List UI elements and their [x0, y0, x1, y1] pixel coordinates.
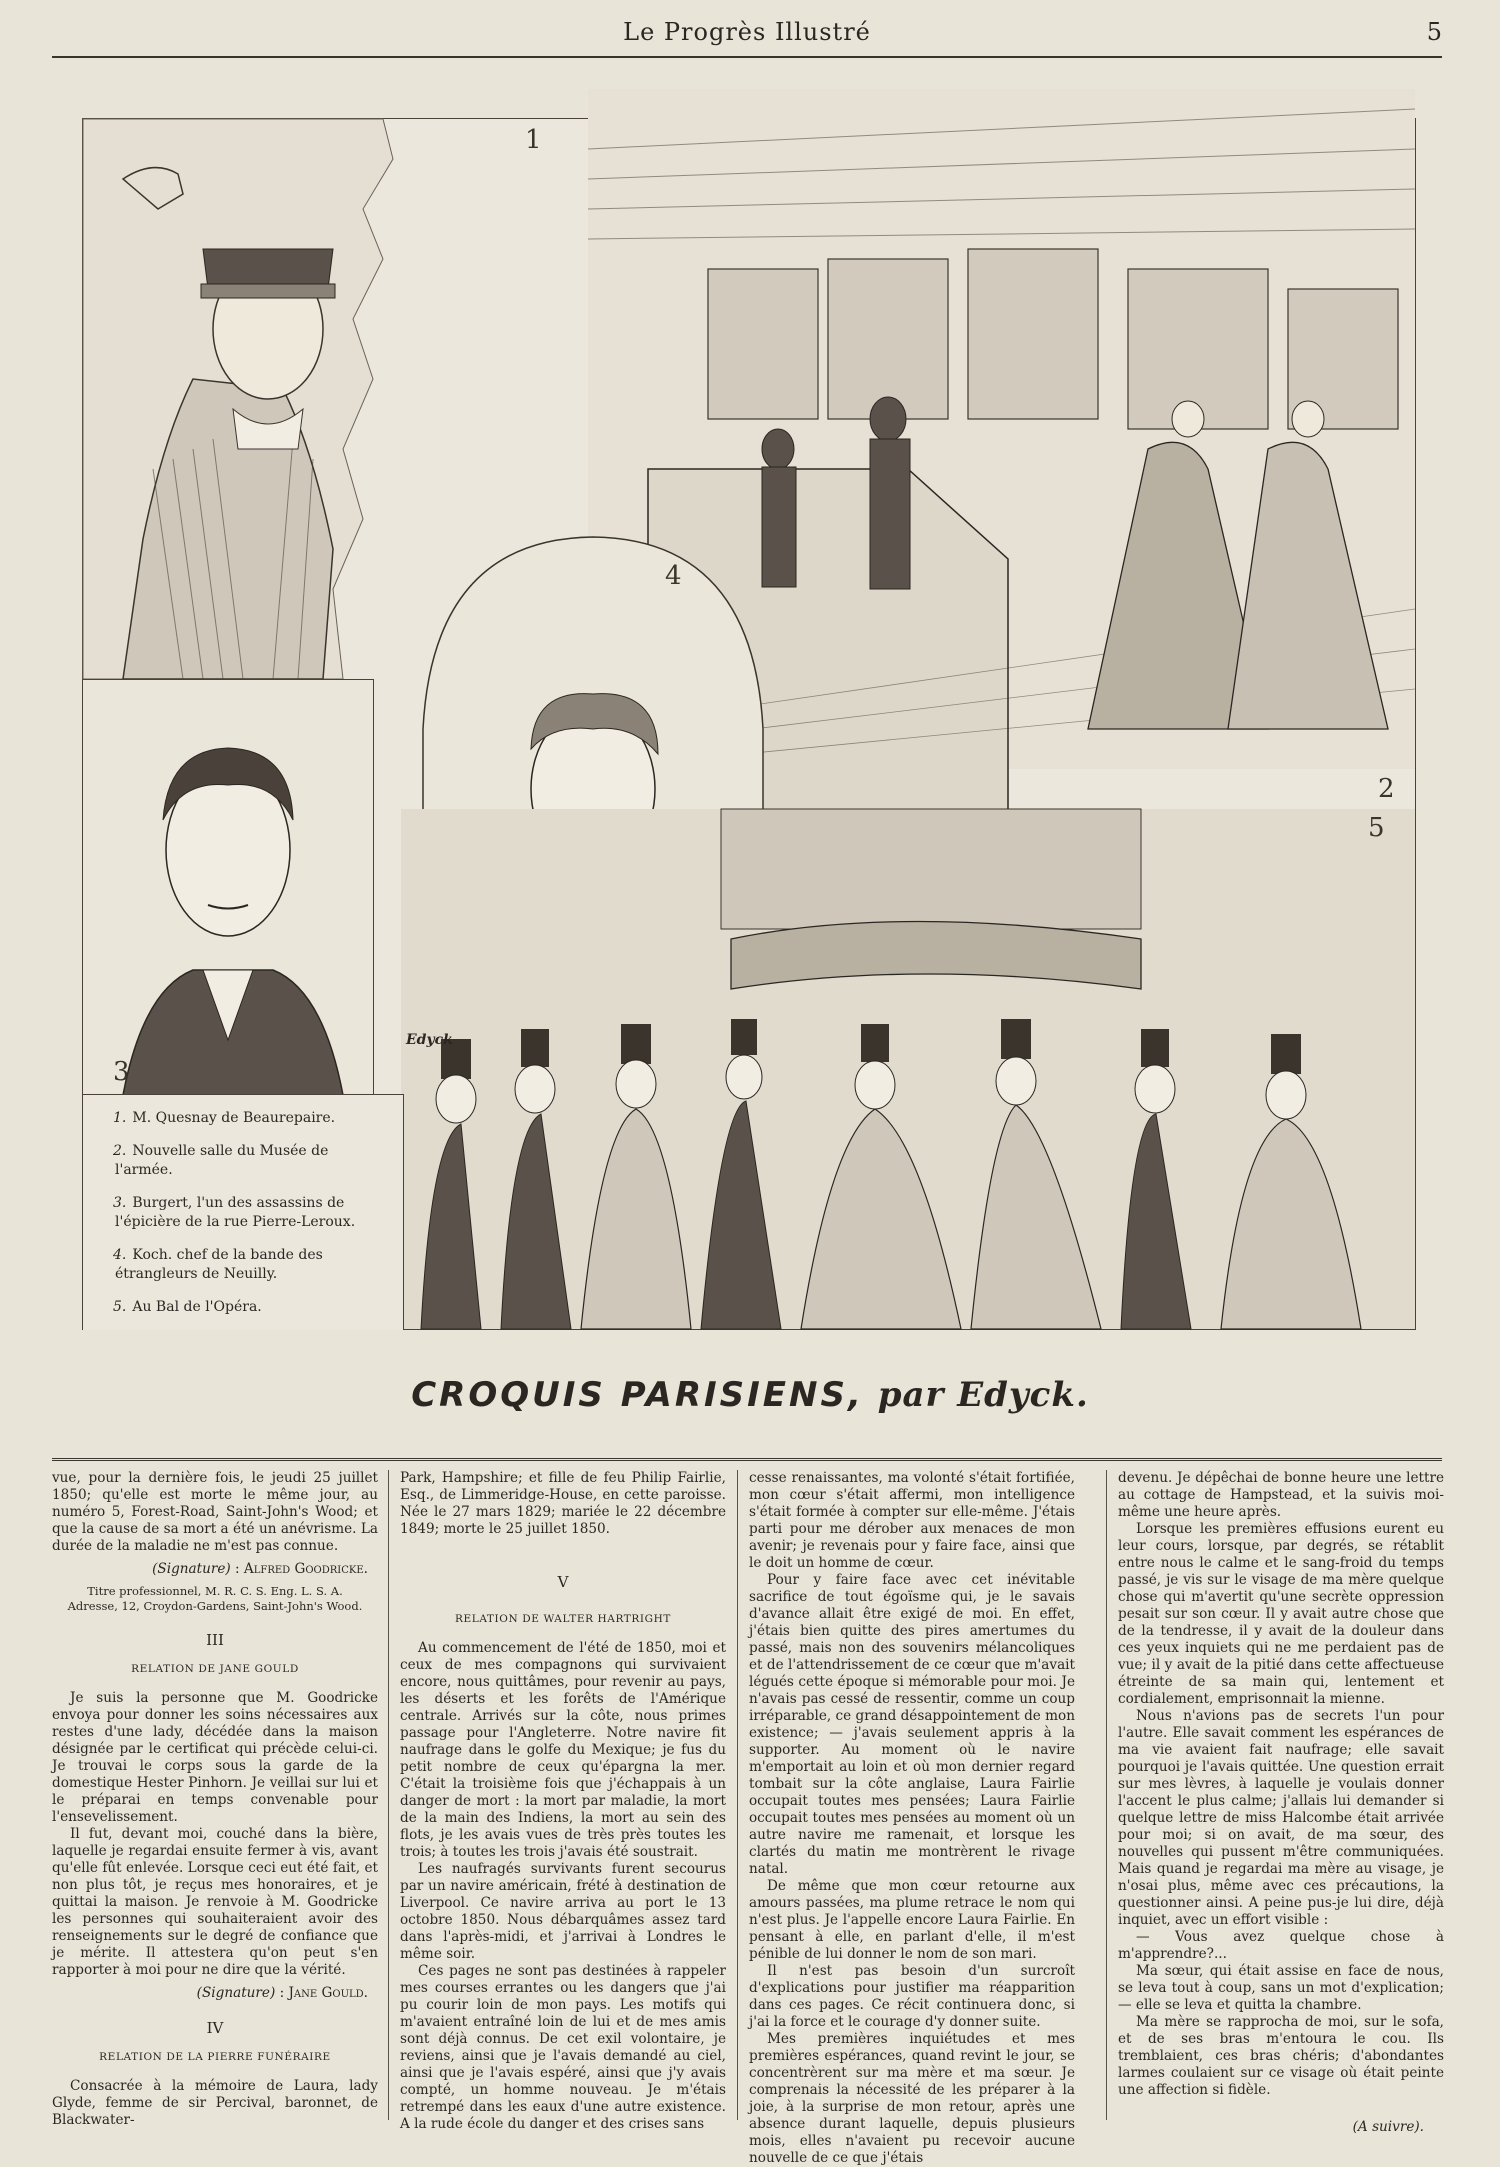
signature-line: (Signature) : Alfred Goodricke. [152, 1561, 368, 1577]
caption-2: 2. Nouvelle salle du Musée de l'armée. [113, 1143, 329, 1178]
paragraph: De même que mon cœur retourne aux amours passées, ma plume retrace le nom qui n'est plus. Je l'appelle encore Laura Fairlie. En pensant à elle, en parlant d'elle, il m'est pénible de lui donner le nom de son mari. [749, 1878, 1075, 1962]
paragraph: Ma sœur, qui était assise en face de nous, se leva tout à coup, sans un mot d'explication; — elle se leva et quitta la chambre. [1118, 1963, 1444, 2013]
paragraph: vue, pour la dernière fois, le jeudi 25 juillet 1850; qu'elle est morte le même jour, au numéro 5, Forest-Road, Saint-John's Wood; et que la cause de sa mort a été un anévrisme. La durée de la maladie ne m'est pas connue. [52, 1470, 378, 1554]
illustration-plate [82, 118, 1416, 1330]
figure-number-3: 3 [113, 1057, 130, 1087]
figure-number-5: 5 [1368, 813, 1385, 843]
professional-title: Titre professionnel, M. R. C. S. Eng. L. S. A. [87, 1584, 343, 1598]
figure-number-2: 2 [1378, 774, 1395, 804]
plate-title [0, 1375, 1500, 1415]
section-heading: RELATION DE LA PIERRE FUNÉRAIRE [99, 2051, 331, 2063]
figure-number-1: 1 [525, 125, 542, 155]
artist-signature: Edyck [406, 1032, 453, 1048]
paragraph: devenu. Je dépêchai de bonne heure une lettre au cottage de Hampstead, et la suivis moi-même une heure après. [1118, 1470, 1444, 1520]
newspaper-title: Le Progrès Illustré [623, 18, 871, 46]
divider-rule [52, 1458, 1442, 1461]
portrait-burgert-engraving [83, 679, 374, 1096]
signature-line: (Signature) : Jane Gould. [196, 1985, 368, 2001]
paragraph: Park, Hampshire; et fille de feu Philip Fairlie, Esq., de Limmeridge-House, en cette paroisse. Née le 27 mars 1829; mariée le 22 décembre 1849; morte le 25 juillet 1850. [400, 1470, 726, 1537]
section-heading: RELATION DE JANE GOULD [131, 1663, 299, 1675]
section-heading: RELATION DE WALTER HARTRIGHT [454, 1613, 671, 1625]
paragraph: cesse renaissantes, ma volonté s'était fortifiée, mon cœur s'était affermi, mon intelligence s'était formée à compter sur elle-même. J'étais parti pour me dérober aux menaces de mon avenir; je revenais pour y faire face, ainsi que le doit un homme de cœur. [749, 1470, 1075, 1571]
caption-4: 4. Koch. chef de la bande des étrangleurs de Neuilly. [113, 1247, 323, 1282]
paragraph: Ces pages ne sont pas destinées à rappeler mes courses errantes ou les dangers que j'ai pu courir loin de mon pays. Les motifs qui m'avaient entraîné loin de lui et de mes amis sont déjà connus. De cet exil volontaire, je reviens, ainsi que je l'avais demandé au ciel, ainsi que je l'avais espéré, ainsi que j'y avais compté, un homme nouveau. Je m'étais retrempé dans les eaux d'une autre existence. A la rude école du danger et des crises sans [400, 1963, 726, 2132]
section-number: IV [206, 2019, 224, 2037]
section-number: V [557, 1573, 569, 1591]
plate-title-author: par Edyck. [877, 1375, 1089, 1415]
paragraph: Je suis la personne que M. Goodricke envoya pour donner les soins nécessaires aux restes d'une lady, décédée dans la maison désignée par le certificat qui précède celui-ci. Je trouvai le corps sous la garde de la domestique Hester Pinhorn. Je veillai sur lui et le préparai en temps convenable pour l'ensevelissement. [52, 1690, 378, 1825]
column-2 [400, 1470, 726, 2132]
to-be-continued: (A suivre). [1352, 2119, 1424, 2135]
paragraph: Mes premières inquiétudes et mes premières espérances, quand revint le jour, se concentrèrent sur ma mère et ma sœur. Je comprenais la nécessité de les préparer à la joie, à la surprise de mon retour, après une absence durant laquelle, depuis plusieurs mois, elles n'avaient pu recevoir aucune nouvelle de ce que j'étais [749, 2031, 1075, 2166]
paragraph: Il n'est pas besoin d'un surcroît d'explications pour justifier ma réapparition dans ces pages. Ce récit continuera donc, si j'ai la force et le courage d'y donner suite. [749, 1963, 1075, 2030]
page-header [52, 12, 1442, 58]
caption-3: 3. Burgert, l'un des assassins de l'épicière de la rue Pierre-Leroux. [113, 1195, 356, 1230]
paragraph: Pour y faire face avec cet inévitable sacrifice de tout égoïsme qui, je le savais d'avance allait être exigé de moi. En effet, j'étais bien quitte des pires amertumes du passé, mais non des souvenirs mélancoliques et de l'attendrissement de ce cœur que m'avait légués cette époque si mémorable pour moi. Je n'avais pas cessé de ressentir, comme un coup irréparable, ce grand désappointement de mon existence; — j'avais seulement appris à la supporter. Au moment où le navire m'emportait au loin et où mon dernier regard tombait sur la côte anglaise, Laura Fairlie occupait toutes mes pensées; Laura Fairlie occupait toutes mes pensées au moment où un autre navire me ramenait, et lorsque les clartés du matin me montrèrent le rivage natal. [749, 1572, 1075, 1877]
paragraph: Il fut, devant moi, couché dans la bière, laquelle je regardai ensuite fermer à vis, avant qu'elle fût enlevée. Lorsque ceci eut été fait, et non plus tôt, je reçus mes honoraires, et je quittai la maison. Je renvoie à M. Goodricke les personnes qui souhaiteraient avoir des renseignements sur le degré de confiance que je mérite. Il attestera qu'on peut s'en rapporter à moi pour ne dire que la vérité. [52, 1826, 378, 1978]
paragraph: Ma mère se rapprocha de moi, sur le sofa, et de ses bras m'entoura le cou. Ils tremblaient, ces bras chéris; d'abondantes larmes coulaient sur ce visage où était peinte une affection si fidèle. [1118, 2014, 1444, 2098]
column-3 [749, 1470, 1075, 2166]
caption-1: 1. M. Quesnay de Beaurepaire. [113, 1110, 336, 1126]
article-columns [52, 1470, 1444, 2166]
caption-box [83, 1094, 404, 1330]
paragraph: Au commencement de l'été de 1850, moi et ceux de mes compagnons qui survivaient encore, nous quittâmes, pour revenir au pays, les déserts et les forêts de l'Amérique centrale. Arrivés sur la côte, nous primes passage pour l'Angleterre. Notre navire fit naufrage dans le golfe du Mexique; je fus du petit nombre de ceux qu'épargna la mer. C'était la troisième fois que j'échappais à un danger de mort : la mort par maladie, la mort de la main des Indiens, la mort au sein des flots, je les avais vues de très près toutes les trois; à toutes les trois j'avais été soustrait. [400, 1640, 726, 1860]
page-number: 5 [1426, 18, 1442, 46]
paragraph: Les naufragés survivants furent secourus par un navire américain, frété à destination de Liverpool. Ce navire arriva au port le 13 octobre 1850. Nous débarquâmes assez tard dans l'après-midi, et j'arrivai à Londres le même soir. [400, 1861, 726, 1962]
column-1 [52, 1470, 378, 2128]
paragraph: Consacrée à la mémoire de Laura, lady Glyde, femme de sir Percival, baronnet, de Blackwater- [52, 2078, 378, 2128]
column-4 [1118, 1470, 1444, 2135]
opera-ball-engraving [401, 809, 1415, 1329]
plate-title-main: CROQUIS PARISIENS, [411, 1375, 864, 1415]
paragraph: Lorsque les premières effusions eurent eu leur cours, lorsque, par degrés, se rétablit entre nous le calme et le sang-froid du temps passé, je vis sur le visage de ma mère quelque chose qui m'avertit qu'une secrète oppression pesait sur son cœur. Il y avait autre chose que de la tendresse, il y avait de la douleur dans ces yeux inquiets qui ne me perdaient pas de vue; il y avait de la pitié dans cette affectueuse étreinte de sa main qui, lentement et cordialement, emprisonnait la mienne. [1118, 1521, 1444, 1707]
section-number: III [206, 1631, 224, 1649]
paragraph: — Vous avez quelque chose à m'apprendre?... [1118, 1929, 1444, 1962]
address-line: Adresse, 12, Croydon-Gardens, Saint-John's Wood. [67, 1599, 363, 1613]
paragraph: Nous n'avions pas de secrets l'un pour l'autre. Elle savait comment les espérances de ma vie avaient fait naufrage; elle savait pourquoi je l'avais quittée. Une question errait sur mes lèvres, à laquelle je voulais donner l'accent le plus calme; j'allais lui demander si quelque lettre de miss Halcombe était arrivée pour moi; si on avait, de ma sœur, des nouvelles qui pussent m'être communiquées. Mais quand je regardai ma mère au visage, je n'osai plus, même avec ces précautions, la questionner ainsi. A peine pus-je lui dire, déjà inquiet, avec un effort visible : [1118, 1708, 1444, 1928]
caption-5: 5. Au Bal de l'Opéra. [113, 1299, 262, 1315]
figure-number-4: 4 [665, 561, 682, 591]
